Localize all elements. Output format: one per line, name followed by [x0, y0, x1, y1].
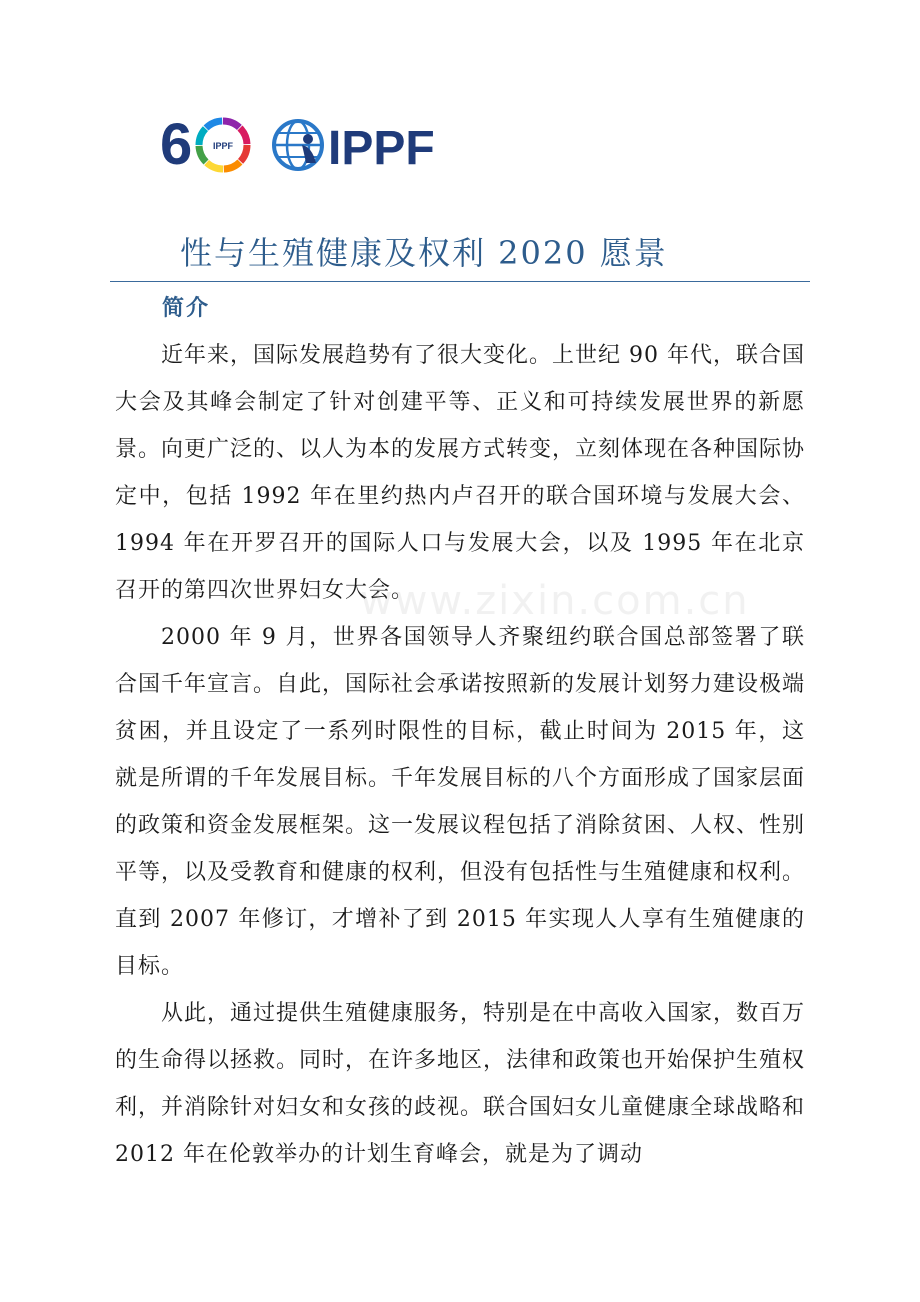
- ippf-logo: [272, 116, 452, 174]
- globe-person-icon: [274, 121, 322, 169]
- paragraph: 从此，通过提供生殖健康服务，特别是在中高收入国家，数百万的生命得以拯救。同时，在许多地区，法律和政策也开始保护生殖权利，并消除针对妇女和女孩的歧视。联合国妇女儿童健康全球战略和 2012 年在伦敦举办的计划生育峰会，就是为了调动: [115, 1001, 806, 1167]
- section-heading: 简介: [162, 295, 211, 321]
- logo-60-digit: 6: [160, 112, 193, 176]
- paragraph: 近年来，国际发展趋势有了很大变化。上世纪 90 年代，联合国大会及其峰会制定了针对创建平等、正义和可持续发展世界的新愿景。向更广泛的、以人为本的发展方式转变，立刻体现在各种国际协定中，包括 1992 年在里约热内卢召开的联合国环境与发展大会、1994 年在开罗召开的国际人口与发展大会，以及 1995 年在北京召开的第四次世界妇女大会。: [115, 343, 806, 603]
- ippf-60-anniversary-logo: [160, 112, 252, 176]
- logo-60-inner-text: IPPF: [212, 141, 234, 151]
- body-text: [115, 332, 805, 1178]
- watermark: www.zixin.com.cn: [360, 578, 750, 624]
- paragraph: 2000 年 9 月，世界各国领导人齐聚纽约联合国总部签署了联合国千年宣言。自此，国际社会承诺按照新的发展计划努力建设极端贫困，并且设定了一系列时限性的目标，截止时间为 2015 年，这就是所谓的千年发展目标。千年发展目标的八个方面形成了国家层面的政策和资金发展框架。这一发展议程包括了消除贫困、人权、性别平等，以及受教育和健康的权利，但没有包括性与生殖健康和权利。直到 2007 年修订，才增补了到 2015 年实现人人享有生殖健康的目标。: [115, 625, 806, 979]
- document-title: 性与生殖健康及权利 2020 愿景: [180, 234, 668, 272]
- rainbow-ring-icon: [189, 112, 252, 176]
- logo-bar: [160, 112, 460, 182]
- ippf-wordmark: IPPF: [328, 122, 435, 174]
- title-divider: [110, 281, 810, 282]
